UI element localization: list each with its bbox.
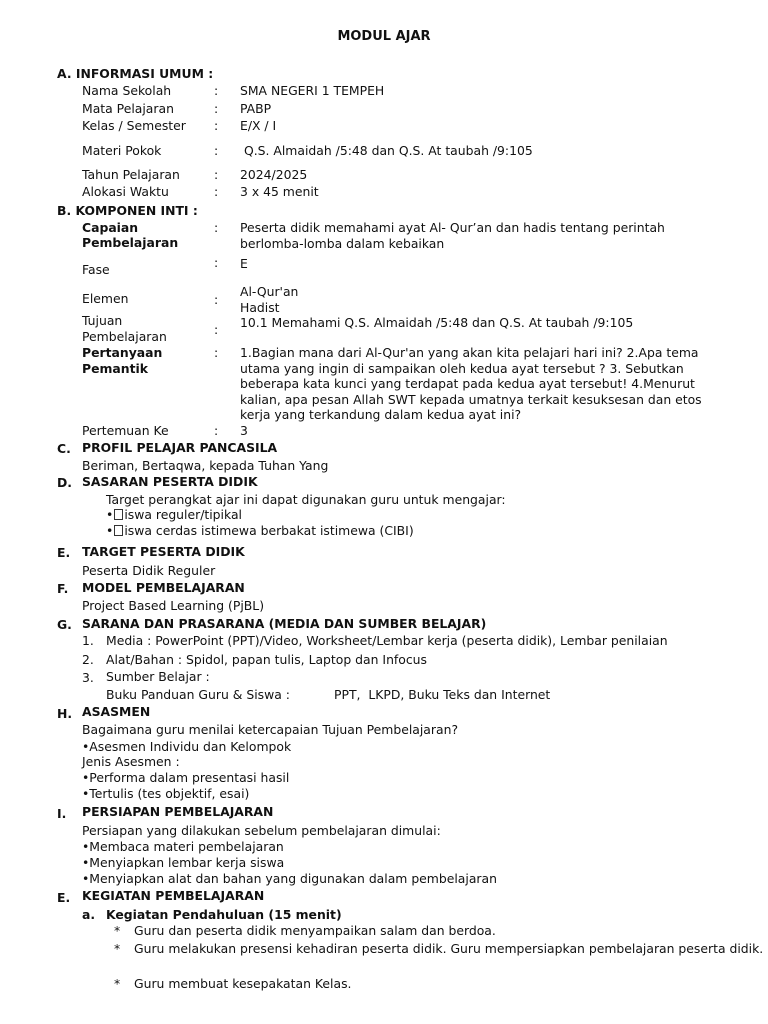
value-elemen-hadist: Hadist [240, 300, 280, 315]
section-g-item-num: 1. [82, 633, 94, 648]
star-bullet: * [114, 976, 121, 991]
colon: : [214, 184, 219, 199]
colon: : [214, 143, 219, 158]
value-pertemuan: 3 [240, 423, 248, 438]
label-fase: Fase [82, 262, 110, 277]
label-pertanyaan: Pertanyaan [82, 345, 163, 360]
colon: : [214, 255, 219, 270]
section-h-line: •Performa dalam presentasi hasil [82, 770, 290, 785]
colon: : [214, 292, 219, 307]
value-elemen-quran: Al-Qur'an [240, 284, 299, 299]
kegiatan-item: Guru membuat kesepakatan Kelas. [134, 976, 352, 991]
label-pertemuan: Pertemuan Ke [82, 423, 169, 438]
label-nama-sekolah: Nama Sekolah [82, 83, 172, 98]
section-c-heading: PROFIL PELAJAR PANCASILA [82, 440, 278, 455]
section-e-heading: TARGET PESERTA DIDIK [82, 544, 245, 559]
missing-glyph-box [114, 525, 123, 536]
colon: : [214, 83, 219, 98]
value-kelas-semester: E/X / I [240, 118, 277, 133]
bullet: • [106, 523, 114, 538]
section-c-body: Beriman, Bertaqwa, kepada Tuhan Yang [82, 458, 329, 473]
section-h-letter: H. [57, 706, 73, 721]
kegiatan-item: Guru melakukan presensi kehadiran peserta didik. Guru mempersiapkan pembelajaran peserta didik. [134, 941, 764, 956]
section-e2-heading: KEGIATAN PEMBELAJARAN [82, 888, 265, 903]
section-g-letter: G. [57, 617, 72, 632]
kegiatan-item: Guru dan peserta didik menyampaikan salam dan berdoa. [134, 923, 496, 938]
section-d-intro: Target perangkat ajar ini dapat digunakan guru untuk mengajar: [106, 492, 506, 507]
colon: : [214, 423, 219, 438]
value-pertanyaan-pemantik: 1.Bagian mana dari Al-Qur'an yang akan kita pelajari hari ini? 2.Apa tema utama yang ingin di sampaikan oleh kedua ayat tersebut ? 3. Sebutkan beberapa kata kunci yang terdapat pada kedua ayat tersebut! 4.Menurut kalian, apa pesan Allah SWT kepada umatnya terkait kesuksesan dan etos kerja yang terkandung dalam kedua ayat ini? [240, 345, 702, 422]
section-i-line: Persiapan yang dilakukan sebelum pembelajaran dimulai: [82, 823, 441, 838]
colon: : [214, 220, 219, 235]
label-tahun-pelajaran: Tahun Pelajaran [82, 167, 180, 182]
section-e-body: Peserta Didik Reguler [82, 563, 216, 578]
star-bullet: * [114, 923, 121, 938]
list-item [106, 507, 242, 523]
value-mata-pelajaran: PABP [240, 101, 272, 116]
section-i-line: •Menyiapkan lembar kerja siswa [82, 855, 285, 870]
sumber-value: PPT, LKPD, Buku Teks dan Internet [334, 687, 551, 702]
list-item-text: iswa cerdas istimewa berbakat istimewa (CIBI) [124, 523, 414, 538]
section-g-item-text: Sumber Belajar : [106, 669, 210, 684]
value-alokasi-waktu: 3 x 45 menit [240, 184, 319, 199]
value-fase: E [240, 256, 248, 271]
list-item-text: iswa reguler/tipikal [124, 507, 242, 522]
colon: : [214, 345, 219, 360]
list-item [106, 523, 414, 539]
section-g-heading: SARANA DAN PRASARANA (MEDIA DAN SUMBER BELAJAR) [82, 616, 487, 631]
section-f-heading: MODEL PEMBELAJARAN [82, 580, 245, 595]
star-bullet: * [114, 941, 121, 956]
colon: : [214, 101, 219, 116]
colon: : [214, 322, 219, 337]
section-h-line: •Asesmen Individu dan Kelompok [82, 739, 292, 754]
section-e-letter: E. [57, 545, 71, 560]
section-h-heading: ASASMEN [82, 704, 151, 719]
section-i-line: •Menyiapkan alat dan bahan yang digunakan dalam pembelajaran [82, 871, 497, 886]
label-elemen: Elemen [82, 291, 129, 306]
value-tahun-pelajaran: 2024/2025 [240, 167, 308, 182]
value-materi-pokok: Q.S. Almaidah /5:48 dan Q.S. At taubah /9:105 [240, 143, 533, 158]
section-h-line: •Tertulis (tes objektif, esai) [82, 786, 250, 801]
section-d-letter: D. [57, 475, 72, 490]
section-e2-letter: E. [57, 890, 71, 905]
section-h-line: Jenis Asesmen : [82, 754, 180, 769]
section-g-item-num: 3. [82, 670, 94, 685]
section-g-item-text: Media : PowerPoint (PPT)/Video, Worksheet/Lembar kerja (peserta didik), Lembar penilaian [106, 633, 668, 648]
label-pembelajaran: Pembelajaran [82, 235, 179, 250]
section-b-heading: B. KOMPONEN INTI : [57, 203, 198, 218]
section-i-line: •Membaca materi pembelajaran [82, 839, 284, 854]
colon: : [214, 167, 219, 182]
section-f-letter: F. [57, 581, 69, 596]
section-d-heading: SASARAN PESERTA DIDIK [82, 474, 258, 489]
value-capaian-pembelajaran: Peserta didik memahami ayat Al- Qur’an dan hadis tentang perintah berlomba-lomba dalam kebaikan [240, 220, 665, 251]
label-pemantik: Pemantik [82, 361, 148, 376]
label-mata-pelajaran: Mata Pelajaran [82, 101, 174, 116]
section-g-item-num: 2. [82, 652, 94, 667]
label-tujuan-pembelajaran: Pembelajaran [82, 329, 167, 344]
section-c-letter: C. [57, 441, 71, 456]
sumber-label: Buku Panduan Guru & Siswa : [106, 687, 290, 702]
document-title: MODUL AJAR [337, 29, 431, 44]
label-tujuan: Tujuan [82, 313, 123, 328]
label-kelas-semester: Kelas / Semester [82, 118, 186, 133]
section-i-heading: PERSIAPAN PEMBELAJARAN [82, 804, 274, 819]
section-g-item-text: Alat/Bahan : Spidol, papan tulis, Laptop dan Infocus [106, 652, 427, 667]
bullet: • [106, 507, 114, 522]
label-capaian: Capaian [82, 220, 139, 235]
sub-heading: Kegiatan Pendahuluan (15 menit) [106, 907, 342, 922]
section-h-line: Bagaimana guru menilai ketercapaian Tujuan Pembelajaran? [82, 722, 459, 737]
section-f-body: Project Based Learning (PjBL) [82, 598, 265, 613]
value-nama-sekolah: SMA NEGERI 1 TEMPEH [240, 83, 385, 98]
section-a-heading: A. INFORMASI UMUM : [57, 66, 214, 81]
value-tujuan-pembelajaran: 10.1 Memahami Q.S. Almaidah /5:48 dan Q.S. At taubah /9:105 [240, 315, 634, 330]
colon: : [214, 118, 219, 133]
label-alokasi-waktu: Alokasi Waktu [82, 184, 169, 199]
sub-letter: a. [82, 907, 96, 922]
label-materi-pokok: Materi Pokok [82, 143, 162, 158]
section-i-letter: I. [57, 806, 67, 821]
missing-glyph-box [114, 509, 123, 520]
